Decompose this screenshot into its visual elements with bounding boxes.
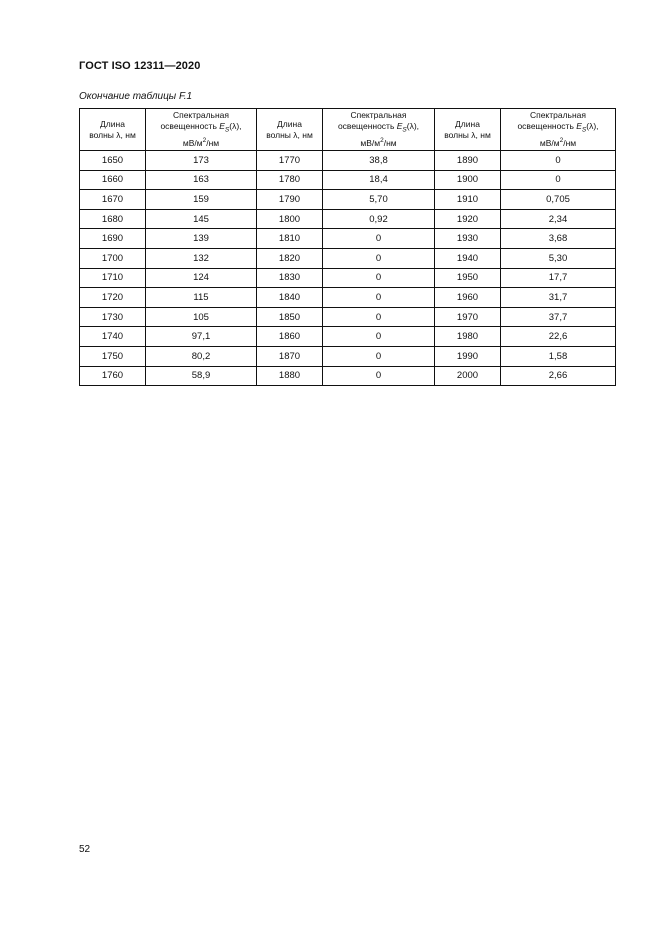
table-row: [80, 190, 616, 210]
spectral-irradiance-table: [79, 108, 616, 386]
irradiance-cell: 0: [323, 307, 435, 327]
wavelength-cell: 1840: [257, 288, 323, 308]
wavelength-cell: 1780: [257, 170, 323, 190]
table-row: [80, 307, 616, 327]
table-row: [80, 151, 616, 171]
irradiance-cell: 132: [146, 248, 257, 268]
table-row: [80, 366, 616, 386]
irradiance-cell: 37,7: [501, 307, 616, 327]
wavelength-cell: 2000: [435, 366, 501, 386]
wavelength-cell: 1710: [80, 268, 146, 288]
header-line: [146, 121, 256, 136]
irradiance-cell: 38,8: [323, 151, 435, 171]
irradiance-cell: 80,2: [146, 346, 257, 366]
header-wavelength: [435, 109, 501, 151]
header-superscript: 2: [202, 137, 207, 145]
header-symbol: E: [396, 120, 403, 131]
table-body: [80, 151, 616, 386]
irradiance-cell: 139: [146, 229, 257, 249]
header-subscript: S: [581, 126, 587, 134]
document-header: ГОСТ ISO 12311—2020: [79, 60, 201, 72]
wavelength-cell: 1790: [257, 190, 323, 210]
header-line: Спектральная: [350, 109, 407, 120]
header-line: волны λ, нм: [89, 129, 136, 140]
irradiance-cell: 0: [323, 346, 435, 366]
header-unit: мВ/м: [182, 138, 203, 149]
header-row: [80, 109, 616, 151]
irradiance-cell: 58,9: [146, 366, 257, 386]
irradiance-cell: 124: [146, 268, 257, 288]
table-row: [80, 346, 616, 366]
header-text: освещенность: [160, 120, 220, 131]
wavelength-cell: 1960: [435, 288, 501, 308]
header-line: Длина: [455, 118, 480, 129]
header-line: Длина: [277, 118, 302, 129]
wavelength-cell: 1970: [435, 307, 501, 327]
wavelength-cell: 1890: [435, 151, 501, 171]
irradiance-cell: 97,1: [146, 327, 257, 347]
header-spectral-irradiance: [323, 109, 435, 151]
header-superscript: 2: [559, 137, 564, 145]
irradiance-cell: 3,68: [501, 229, 616, 249]
wavelength-cell: 1850: [257, 307, 323, 327]
wavelength-cell: 1900: [435, 170, 501, 190]
wavelength-cell: 1650: [80, 151, 146, 171]
irradiance-cell: 115: [146, 288, 257, 308]
irradiance-cell: 105: [146, 307, 257, 327]
header-unit: /нм: [206, 138, 220, 149]
wavelength-cell: 1680: [80, 209, 146, 229]
irradiance-cell: 163: [146, 170, 257, 190]
wavelength-cell: 1800: [257, 209, 323, 229]
wavelength-cell: 1920: [435, 209, 501, 229]
wavelength-cell: 1720: [80, 288, 146, 308]
irradiance-cell: 31,7: [501, 288, 616, 308]
header-line: Спектральная: [172, 109, 230, 120]
header-spectral-irradiance: [146, 109, 257, 151]
irradiance-cell: 22,6: [501, 327, 616, 347]
irradiance-cell: 2,66: [501, 366, 616, 386]
wavelength-cell: 1740: [80, 327, 146, 347]
header-line: [501, 135, 615, 149]
table-row: [80, 209, 616, 229]
header-unit: мВ/м: [539, 138, 560, 149]
wavelength-cell: 1690: [80, 229, 146, 249]
header-symbol: E: [219, 120, 225, 131]
irradiance-cell: 0: [501, 170, 616, 190]
irradiance-cell: 0: [323, 288, 435, 308]
header-text: (λ),: [229, 120, 242, 131]
irradiance-cell: 159: [146, 190, 257, 210]
irradiance-cell: 18,4: [323, 170, 435, 190]
header-unit: /нм: [383, 138, 397, 149]
irradiance-cell: 5,70: [323, 190, 435, 210]
header-line: Спектральная: [529, 109, 587, 120]
header-line: волны λ, нм: [266, 129, 313, 140]
header-text: освещенность: [517, 120, 577, 131]
wavelength-cell: 1760: [80, 366, 146, 386]
wavelength-cell: 1910: [435, 190, 501, 210]
header-unit: /нм: [563, 138, 577, 149]
wavelength-cell: 1700: [80, 248, 146, 268]
irradiance-cell: 0,705: [501, 190, 616, 210]
wavelength-cell: 1820: [257, 248, 323, 268]
wavelength-cell: 1980: [435, 327, 501, 347]
wavelength-cell: 1660: [80, 170, 146, 190]
table-row: [80, 268, 616, 288]
irradiance-cell: 0: [323, 229, 435, 249]
wavelength-cell: 1750: [80, 346, 146, 366]
irradiance-cell: 0: [323, 327, 435, 347]
table-header: [80, 109, 616, 151]
wavelength-cell: 1730: [80, 307, 146, 327]
wavelength-cell: 1860: [257, 327, 323, 347]
header-wavelength: [80, 109, 146, 151]
irradiance-cell: 0: [323, 248, 435, 268]
irradiance-cell: 0,92: [323, 209, 435, 229]
wavelength-cell: 1870: [257, 346, 323, 366]
wavelength-cell: 1990: [435, 346, 501, 366]
header-line: [146, 135, 256, 149]
irradiance-cell: 173: [146, 151, 257, 171]
header-subscript: S: [224, 126, 230, 134]
header-line: Длина: [100, 118, 125, 129]
table-row: [80, 327, 616, 347]
irradiance-cell: 2,34: [501, 209, 616, 229]
wavelength-cell: 1770: [257, 151, 323, 171]
wavelength-cell: 1950: [435, 268, 501, 288]
table-caption: Окончание таблицы F.1: [79, 91, 193, 102]
table-row: [80, 288, 616, 308]
header-line: [323, 135, 434, 149]
header-superscript: 2: [380, 137, 384, 145]
header-text: (λ),: [406, 120, 420, 131]
irradiance-cell: 0: [323, 366, 435, 386]
wavelength-cell: 1930: [435, 229, 501, 249]
header-line: [323, 121, 434, 136]
irradiance-cell: 1,58: [501, 346, 616, 366]
header-unit: мВ/м: [360, 138, 381, 149]
wavelength-cell: 1830: [257, 268, 323, 288]
wavelength-cell: 1880: [257, 366, 323, 386]
table-row: [80, 170, 616, 190]
header-wavelength: [257, 109, 323, 151]
irradiance-cell: 0: [501, 151, 616, 171]
header-symbol: E: [576, 120, 582, 131]
wavelength-cell: 1670: [80, 190, 146, 210]
irradiance-cell: 5,30: [501, 248, 616, 268]
table-row: [80, 229, 616, 249]
wavelength-cell: 1940: [435, 248, 501, 268]
page-number: 52: [79, 844, 91, 855]
header-spectral-irradiance: [501, 109, 616, 151]
header-text: (λ),: [586, 120, 599, 131]
irradiance-cell: 145: [146, 209, 257, 229]
header-line: [501, 121, 615, 136]
irradiance-cell: 0: [323, 268, 435, 288]
table-row: [80, 248, 616, 268]
header-text: освещенность: [337, 120, 397, 131]
header-subscript: S: [402, 126, 407, 134]
wavelength-cell: 1810: [257, 229, 323, 249]
header-line: волны λ, нм: [444, 129, 491, 140]
irradiance-cell: 17,7: [501, 268, 616, 288]
